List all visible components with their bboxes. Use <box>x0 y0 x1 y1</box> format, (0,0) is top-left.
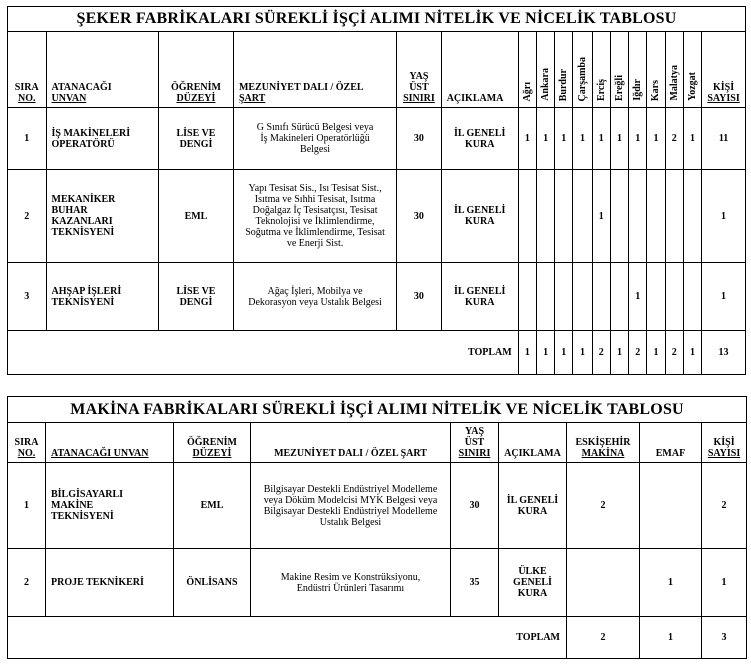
makina-header-row <box>8 423 747 463</box>
row-city-cell <box>518 263 536 331</box>
seker-header-row <box>8 32 746 108</box>
header-ogrenim: ÖĞRENİM DÜZEYİ <box>174 423 251 463</box>
header-kisi: KİŞİ SAYISI <box>702 423 747 463</box>
header-unvan: ATANACAĞI UNVAN <box>46 32 158 108</box>
row-city-cell <box>647 170 665 263</box>
row-eskisehir: 2 <box>567 463 640 549</box>
row-city-cell <box>647 263 665 331</box>
row-city-cell <box>573 170 592 263</box>
header-city-yozgat: Yozgat <box>683 32 701 108</box>
row-city-cell: 1 <box>610 108 628 170</box>
row-city-cell: 1 <box>629 263 647 331</box>
row-aciklama: İL GENELİ KURA <box>441 108 518 170</box>
row-mezuniyet: Ağaç İşleri, Mobilya ve Dekorasyon veya Ustalık Belgesi <box>233 263 396 331</box>
header-city-kars: Kars <box>647 32 665 108</box>
row-city-cell <box>536 263 554 331</box>
row-city-cell <box>665 170 683 263</box>
row-yas: 30 <box>397 263 442 331</box>
header-sira: SIRA NO. <box>8 423 46 463</box>
row-unvan: BİLGİSAYARLI MAKİNE TEKNİSYENİ <box>46 463 174 549</box>
row-mezuniyet: Yapı Tesisat Sis., Isı Tesisat Sist., Isıtma ve Sıhhi Tesisat, Isıtma Doğalgaz İç Tesisatçısı, Tesisat Teknolojisi ve İklimlendirme, Soğutma ve İklimlendirme, Tesisat ve Enerji Sist. <box>233 170 396 263</box>
makina-table <box>7 396 747 659</box>
row-city-cell: 1 <box>555 108 573 170</box>
row-city-cell: 1 <box>592 170 610 263</box>
row-city-cell <box>592 263 610 331</box>
row-aciklama: İL GENELİ KURA <box>499 463 567 549</box>
row-eskisehir <box>567 549 640 617</box>
row-city-cell: 1 <box>629 108 647 170</box>
total-city-cell: 1 <box>555 331 573 375</box>
row-mezuniyet: G Sınıfı Sürücü Belgesi veya İş Makineleri Operatörlüğü Belgesi <box>233 108 396 170</box>
total-kisi: 3 <box>702 617 747 659</box>
row-city-cell <box>665 263 683 331</box>
total-label: TOPLAM <box>8 617 567 659</box>
total-kisi: 13 <box>702 331 746 375</box>
row-mezuniyet: Makine Resim ve Konstrüksiyonu, Endüstri Ürünleri Tasarımı <box>251 549 451 617</box>
row-city-cell <box>518 170 536 263</box>
total-city-cell: 1 <box>573 331 592 375</box>
row-city-cell <box>610 263 628 331</box>
row-city-cell <box>683 170 701 263</box>
header-mezuniyet: MEZUNİYET DALI / ÖZEL ŞART <box>251 423 451 463</box>
row-city-cell: 2 <box>665 108 683 170</box>
total-city-cell: 1 <box>518 331 536 375</box>
row-emaf: 1 <box>640 549 702 617</box>
row-aciklama: İL GENELİ KURA <box>441 263 518 331</box>
table-row <box>8 170 746 263</box>
header-unvan: ATANACAĞI UNVAN <box>46 423 174 463</box>
header-ogrenim: ÖĞRENİM DÜZEYİ <box>158 32 233 108</box>
row-ogrenim: ÖNLİSANS <box>174 549 251 617</box>
header-city-agri: Ağrı <box>518 32 536 108</box>
row-no: 1 <box>8 108 47 170</box>
row-city-cell: 1 <box>518 108 536 170</box>
total-row <box>8 331 746 375</box>
header-eskisehir: ESKİŞEHİR MAKİNA <box>567 423 640 463</box>
seker-table-title: ŞEKER FABRİKALARI SÜREKLİ İŞÇİ ALIMI NİTELİK VE NİCELİK TABLOSU <box>8 7 746 32</box>
row-aciklama: İL GENELİ KURA <box>441 170 518 263</box>
header-mezuniyet: MEZUNİYET DALI / ÖZEL ŞART <box>233 32 396 108</box>
header-city-ankara: Ankara <box>536 32 554 108</box>
row-kisi: 1 <box>702 263 746 331</box>
row-unvan: AHŞAP İŞLERİ TEKNİSYENİ <box>46 263 158 331</box>
table-row <box>8 108 746 170</box>
table-row <box>8 549 747 617</box>
total-row <box>8 617 747 659</box>
header-yas: YAŞ ÜST SINIRI <box>397 32 442 108</box>
total-city-cell: 2 <box>592 331 610 375</box>
seker-table <box>7 6 746 375</box>
row-city-cell: 1 <box>536 108 554 170</box>
total-city-cell: 2 <box>629 331 647 375</box>
header-city-malatya: Malatya <box>665 32 683 108</box>
header-city-burdur: Burdur <box>555 32 573 108</box>
row-city-cell <box>629 170 647 263</box>
row-emaf <box>640 463 702 549</box>
header-kisi: KİŞİ SAYISI <box>702 32 746 108</box>
header-city-igdir: Iğdır <box>629 32 647 108</box>
header-aciklama: AÇIKLAMA <box>441 32 518 108</box>
row-city-cell <box>555 170 573 263</box>
total-city-cell: 1 <box>536 331 554 375</box>
row-city-cell: 1 <box>573 108 592 170</box>
row-no: 3 <box>8 263 47 331</box>
row-yas: 30 <box>397 108 442 170</box>
row-ogrenim: LİSE VE DENGİ <box>158 263 233 331</box>
header-emaf: EMAF <box>640 423 702 463</box>
row-city-cell: 1 <box>683 108 701 170</box>
header-city-eregli: Ereğli <box>610 32 628 108</box>
row-no: 2 <box>8 170 47 263</box>
table-row <box>8 263 746 331</box>
row-no: 1 <box>8 463 46 549</box>
header-city-ercis: Erciş <box>592 32 610 108</box>
row-ogrenim: EML <box>174 463 251 549</box>
row-unvan: PROJE TEKNİKERİ <box>46 549 174 617</box>
row-city-cell: 1 <box>647 108 665 170</box>
table-row <box>8 463 747 549</box>
row-yas: 30 <box>397 170 442 263</box>
total-emaf: 1 <box>640 617 702 659</box>
row-kisi: 2 <box>702 463 747 549</box>
total-label: TOPLAM <box>8 331 519 375</box>
row-kisi: 1 <box>702 549 747 617</box>
header-yas: YAŞ ÜST SINIRI <box>451 423 499 463</box>
row-city-cell <box>573 263 592 331</box>
row-yas: 35 <box>451 549 499 617</box>
total-city-cell: 1 <box>610 331 628 375</box>
total-city-cell: 1 <box>647 331 665 375</box>
row-mezuniyet: Bilgisayar Destekli Endüstriyel Modelleme veya Döküm Modelcisi MYK Belgesi veya Bilgisayar Destekli Endüstriyel Modelleme Ustalık Belgesi <box>251 463 451 549</box>
row-city-cell <box>610 170 628 263</box>
row-yas: 30 <box>451 463 499 549</box>
row-unvan: İŞ MAKİNELERİ OPERATÖRÜ <box>46 108 158 170</box>
row-kisi: 1 <box>702 170 746 263</box>
row-city-cell <box>683 263 701 331</box>
makina-table-title: MAKİNA FABRİKALARI SÜREKLİ İŞÇİ ALIMI NİTELİK VE NİCELİK TABLOSU <box>8 397 747 423</box>
row-kisi: 11 <box>702 108 746 170</box>
header-aciklama: AÇIKLAMA <box>499 423 567 463</box>
total-city-cell: 2 <box>665 331 683 375</box>
total-eskisehir: 2 <box>567 617 640 659</box>
row-no: 2 <box>8 549 46 617</box>
row-ogrenim: LİSE VE DENGİ <box>158 108 233 170</box>
row-unvan: MEKANİKER BUHAR KAZANLARI TEKNİSYENİ <box>46 170 158 263</box>
header-sira: SIRA NO. <box>8 32 47 108</box>
header-city-carsamba: Çarşamba <box>573 32 592 108</box>
row-city-cell: 1 <box>592 108 610 170</box>
row-city-cell <box>555 263 573 331</box>
total-city-cell: 1 <box>683 331 701 375</box>
row-city-cell <box>536 170 554 263</box>
row-aciklama: ÜLKE GENELİ KURA <box>499 549 567 617</box>
row-ogrenim: EML <box>158 170 233 263</box>
